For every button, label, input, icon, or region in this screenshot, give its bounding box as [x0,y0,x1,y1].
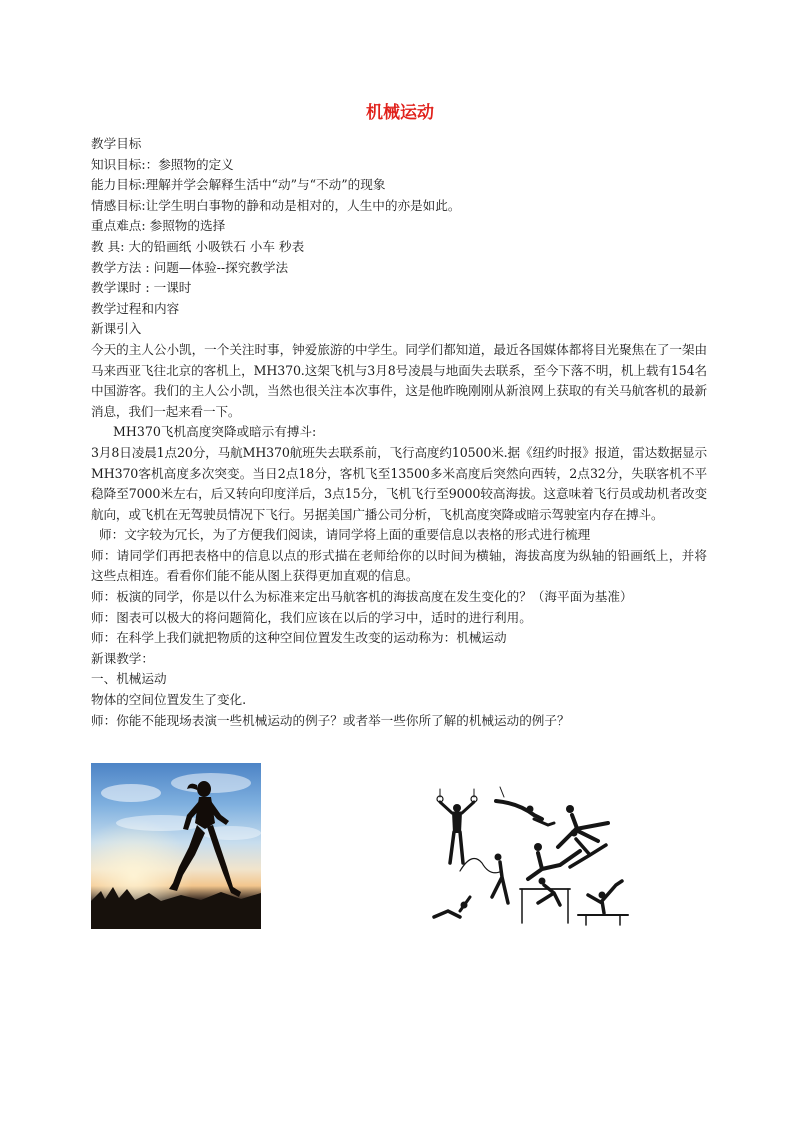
gymnastics-illustration [430,785,630,931]
line-teaching-goals: 教学目标 [91,136,142,151]
line-ability-goal: 能力目标:理解并学会解释生活中“动”与“不动”的现象 [91,177,386,193]
line-knowledge-goal: 知识目标:：参照物的定义 [91,156,234,172]
runner-silhouette [91,763,261,929]
line-key-points: 重点难点: 参照物的选择 [91,218,226,234]
news-title: MH370飞机高度突降或暗示有搏斗: [113,424,317,440]
line-teaching-tools: 教 具: 大的铅画纸 小吸铁石 小车 秒表 [91,238,305,254]
line-emotion-goal: 情感目标:让学生明白事物的静和动是相对的，人生中的亦是如此。 [91,197,461,213]
section-heading: 一、机械运动 [91,671,167,687]
question-line: 师：你能不能现场表演一些机械运动的例子？或者举一些你所了解的机械运动的例子？ [91,712,570,728]
teacher-line-5: 师：在科学上我们就把物质的这种空间位置发生改变的运动称为：机械运动 [91,630,507,646]
document-body [91,134,707,731]
new-lesson-heading: 新课教学： [91,650,154,666]
teacher-line-3: 师：板演的同学，你是以什么为标准来定出马航客机的海拔高度在发生变化的？（海平面为基准） [91,589,633,605]
teacher-line-2: 师：请同学们再把表格中的信息以点的形式描在老师给你的以时间为横轴，海拔高度为纵轴的铅画纸上，并将这些点相连。看看你们能不能从图上获得更加直观的信息。 [91,547,707,584]
news-paragraph: 3月8日凌晨1点20分，马航MH370航班失去联系前，飞行高度约10500米.据《纽约时报》报道，雷达数据显示MH370客机高度多次突变。当日2点18分，客机飞至13500多米高度后突然向西转，2点32分，失联客机不平稳降至7000米左右，后又转向印度洋后，3点15分，飞机飞行至9000较高海拔。这意味着飞行员或劫机者改变航向，或飞机在无驾驶员情况下飞行。另据美国广播公司分析，飞机高度突降或暗示驾驶室内存在搏斗。 [91,444,707,522]
gymnast-silhouettes [430,785,630,931]
teacher-line-1: 师：文字较为冗长，为了方便我们阅读，请同学将上面的重要信息以表格的形式进行梳理 [99,527,591,543]
line-teaching-method: 教学方法 : 问题—体验--探究教学法 [91,259,289,275]
runner-photo [91,763,261,929]
page-title: 机械运动 [366,103,434,123]
line-intro: 新课引入 [91,321,142,337]
definition-line: 物体的空间位置发生了变化. [91,692,247,708]
intro-paragraph: 今天的主人公小凯，一个关注时事，钟爱旅游的中学生。同学们都知道，最近各国媒体都将目光聚焦在了一架由马来西亚飞往北京的客机上，MH370.这架飞机与3月8号凌晨与地面失去联系，至今下落不明，机上载有154名中国游客。我们的主人公小凯，当然也很关注本次事件，这是他昨晚刚刚从新浪网上获取的有关马航客机的最新消息，我们一起来看一下。 [91,341,707,419]
line-process: 教学过程和内容 [91,300,180,316]
line-class-hours: 教学课时 : 一课时 [91,280,192,296]
teacher-line-4: 师：图表可以极大的将问题简化，我们应该在以后的学习中，适时的进行利用。 [91,609,532,625]
